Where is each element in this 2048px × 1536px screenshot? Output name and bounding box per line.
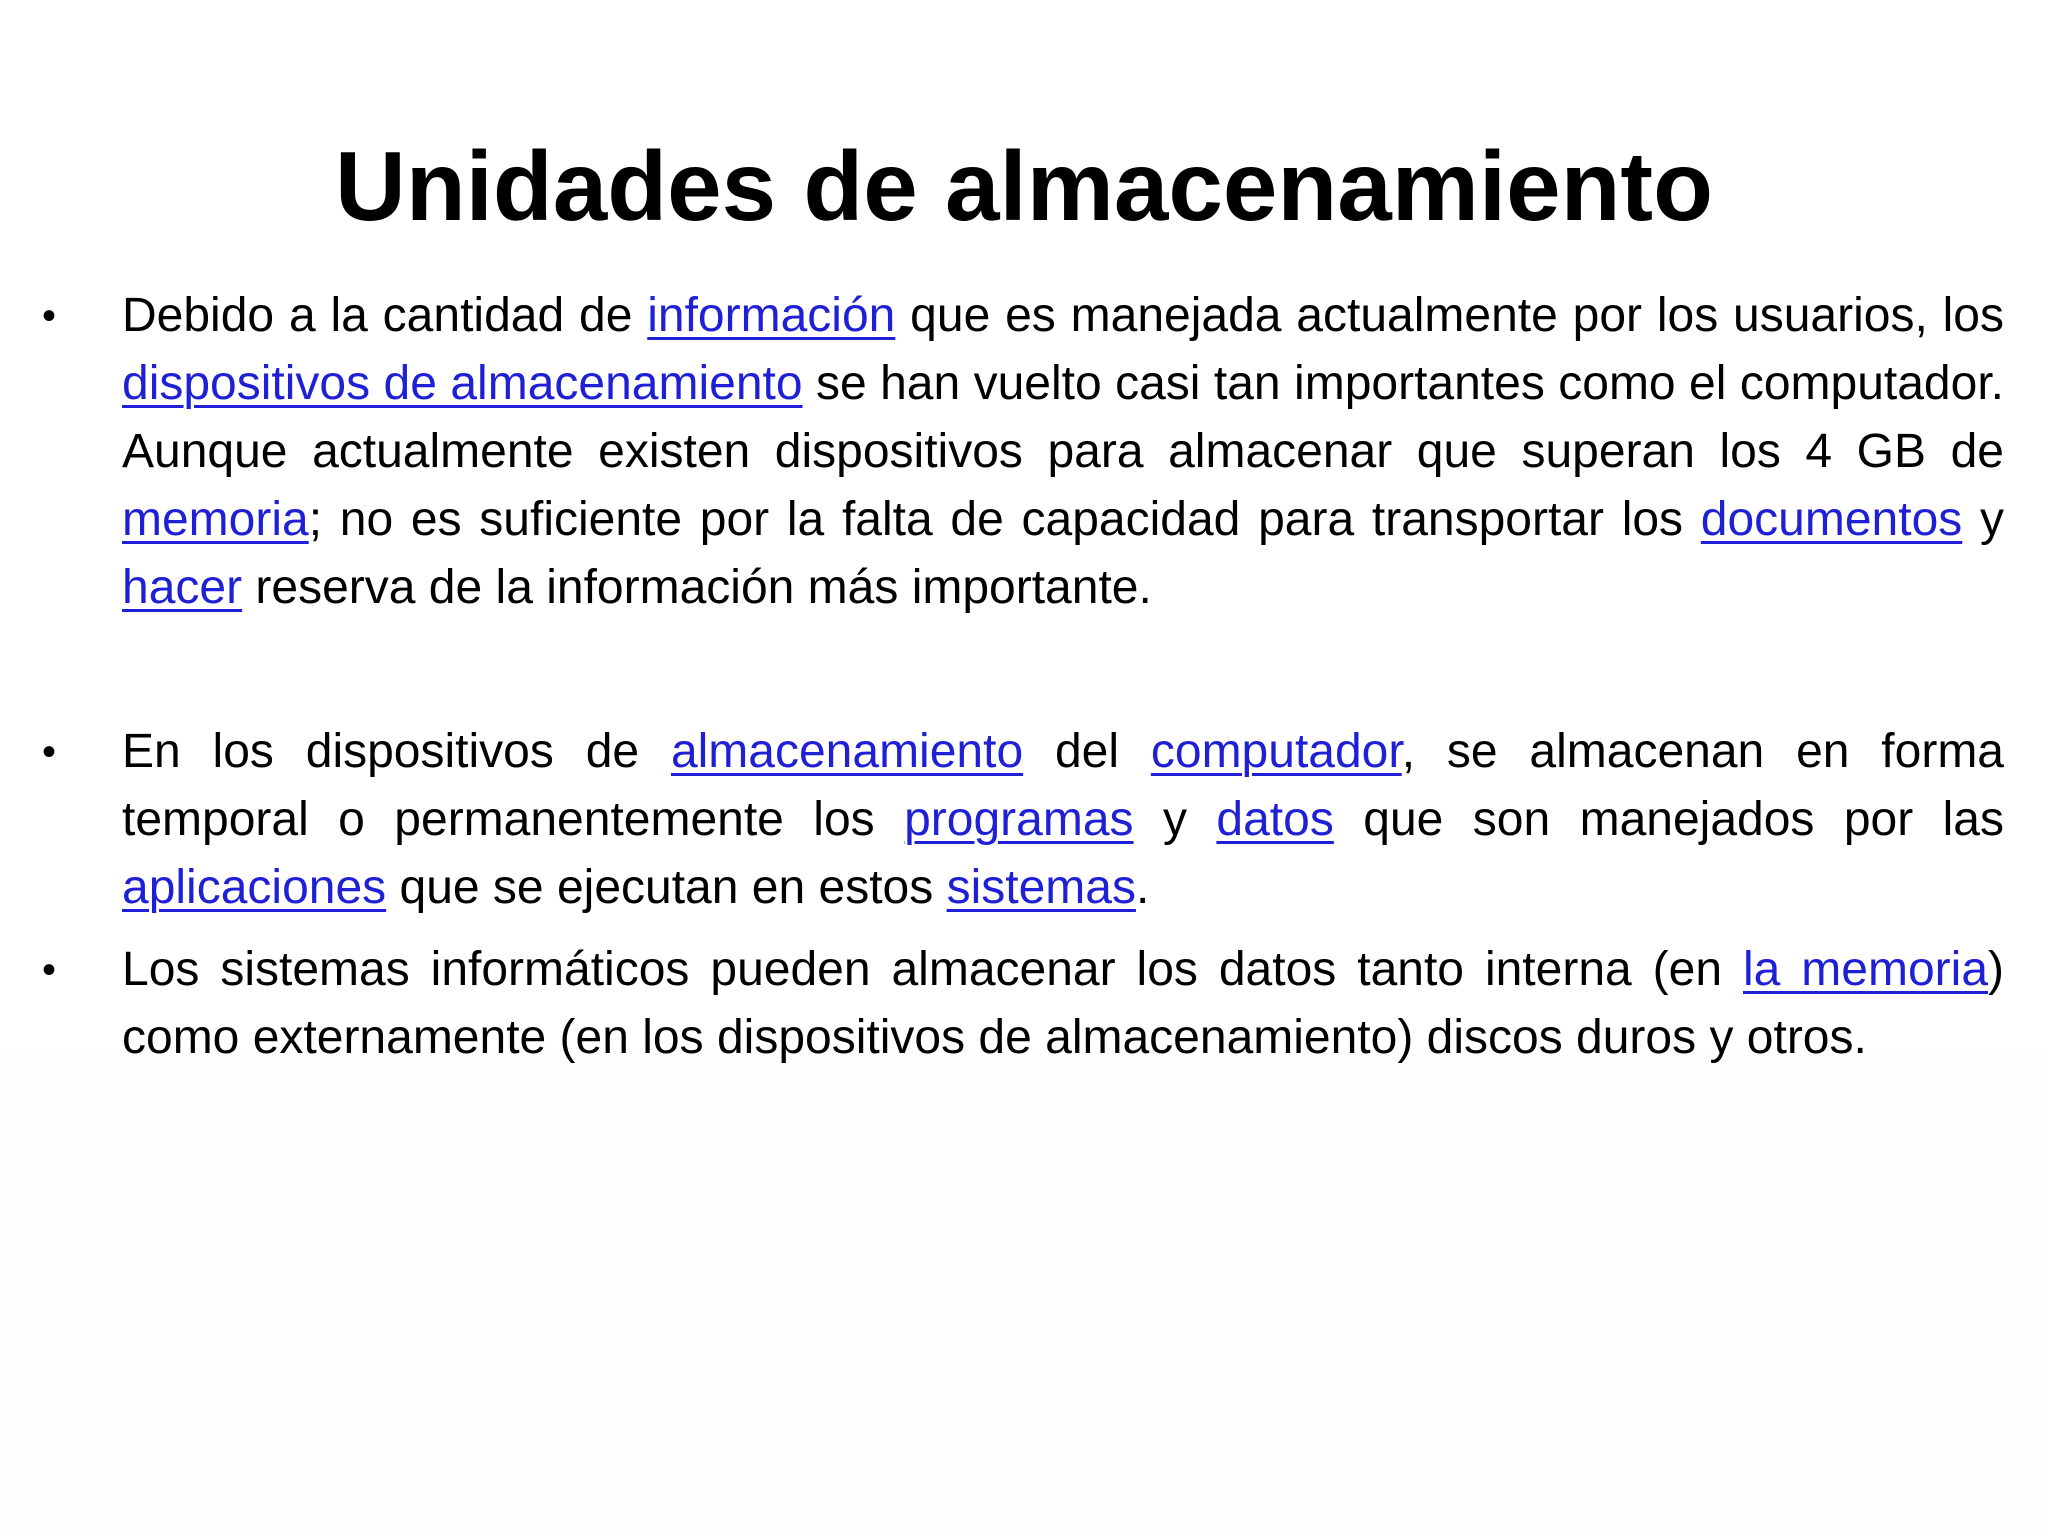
link-informacion[interactable]: información (647, 289, 896, 342)
bullet-text: , se almacenan en forma temporal o permanentemente los (122, 725, 2004, 846)
bullet-text: se han vuelto casi tan importantes como el computador. Aunque actualmente existen dispositivos para almacenar que superan los 4 GB de (122, 357, 2004, 478)
link-computador[interactable]: computador (1150, 725, 1402, 778)
bullet-text: y (1962, 493, 2005, 546)
bullet-icon: • (42, 730, 57, 774)
slide-title: Unidades de almacenamiento (335, 131, 1713, 241)
link-programas[interactable]: programas (904, 793, 1134, 846)
link-hacer[interactable]: hacer (122, 561, 243, 614)
bullet-list (0, 282, 2048, 1072)
bullet-text: ) como externamente (en los dispositivos de almacenamiento) discos duros y otros. (122, 943, 2004, 1064)
link-sistemas[interactable]: sistemas (946, 861, 1136, 914)
link-dispositivos-de-almacenamiento[interactable]: dispositivos de almacenamiento (122, 357, 803, 410)
link-aplicaciones[interactable]: aplicaciones (122, 861, 387, 914)
bullet-text: Los sistemas informáticos pueden almacenar los datos tanto interna (en (122, 943, 1743, 996)
link-datos[interactable]: datos (1216, 793, 1334, 846)
link-almacenamiento[interactable]: almacenamiento (670, 725, 1024, 778)
bullet-text: que son manejados por las (1333, 793, 2005, 846)
bullet-text: reserva de la información más importante. (242, 561, 1152, 614)
link-memoria[interactable]: memoria (122, 493, 309, 546)
bullet-text: del (1023, 725, 1151, 778)
bullet-icon: • (42, 948, 57, 992)
bullet-text: que se ejecutan en estos (386, 861, 947, 914)
bullet-item (0, 282, 2048, 622)
bullet-item (0, 718, 2048, 922)
bullet-text: que es manejada actualmente por los usuarios, los (895, 289, 2005, 342)
bullet-text: ; no es suficiente por la falta de capacidad para transportar los (308, 493, 1701, 546)
link-la-memoria[interactable]: la memoria (1743, 943, 1989, 996)
bullet-text: . (1135, 861, 1150, 914)
link-documentos[interactable]: documentos (1700, 493, 1963, 546)
bullet-icon: • (42, 294, 57, 338)
bullet-item (0, 936, 2048, 1072)
bullet-text: y (1133, 793, 1217, 846)
bullet-text: Debido a la cantidad de (122, 289, 648, 342)
bullet-text: En los dispositivos de (122, 725, 671, 778)
